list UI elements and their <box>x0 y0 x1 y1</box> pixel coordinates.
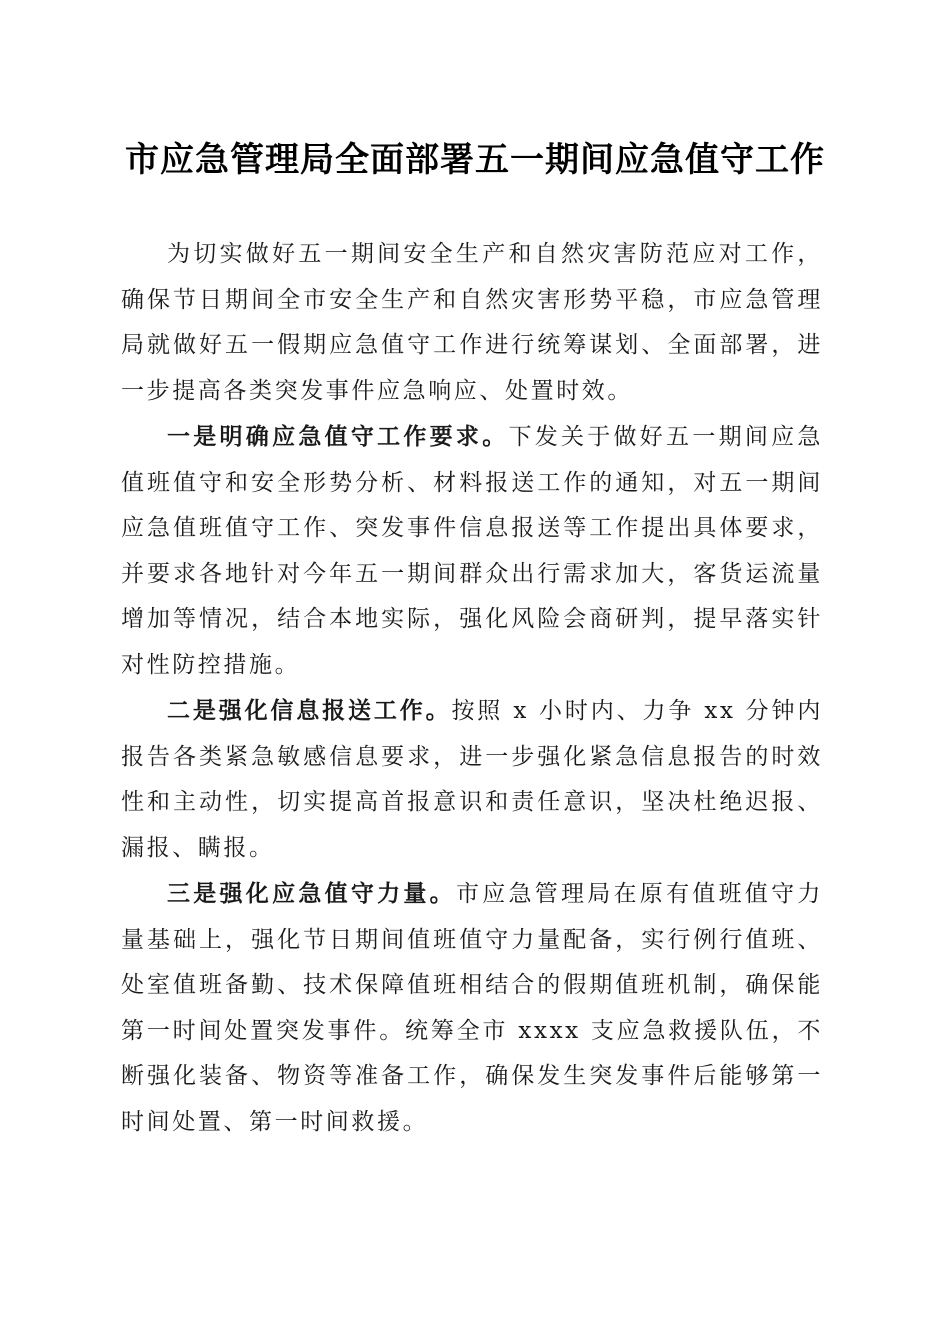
section-lead-3: 三是强化应急值守力量。 <box>167 880 456 907</box>
section-paragraph-3 <box>121 871 823 1145</box>
section-text-3: 市应急管理局在原有值班值守力量基础上，强化节日期间值班值守力量配备，实行例行值班、处室值班备勤、技术保障值班相结合的假期值班机制，确保能第一时间处置突发事件。统筹全市 xxxx 支应急救援队伍，不断强化装备、物资等准备工作，确保发生突发事件后能够第一时间处置、第一时间救援。 <box>121 881 823 1135</box>
document-title: 市应急管理局全面部署五一期间应急值守工作 <box>125 140 825 180</box>
section-text-1: 下发关于做好五一期间应急值班值守和安全形势分析、材料报送工作的通知，对五一期间应急值班值守工作、突发事件信息报送等工作提出具体要求，并要求各地针对今年五一期间群众出行需求加大，客货运流量增加等情况，结合本地实际，强化风险会商研判，提早落实针对性防控措施。 <box>121 424 823 678</box>
document-body <box>121 232 823 1145</box>
section-paragraph-2 <box>121 688 823 871</box>
section-lead-1: 一是明确应急值守工作要求。 <box>167 423 509 450</box>
section-text-2: 按照 x 小时内、力争 xx 分钟内报告各类紧急敏感信息要求，进一步强化紧急信息报告的时效性和主动性，切实提高首报意识和责任意识，坚决杜绝迟报、漏报、瞒报。 <box>121 698 823 861</box>
intro-paragraph: 为切实做好五一期间安全生产和自然灾害防范应对工作，确保节日期间全市安全生产和自然灾害形势平稳，市应急管理局就做好五一假期应急值守工作进行统筹谋划、全面部署，进一步提高各类突发事件应急响应、处置时效。 <box>121 241 823 404</box>
section-paragraph-1 <box>121 414 823 688</box>
section-lead-2: 二是强化信息报送工作。 <box>167 697 452 724</box>
